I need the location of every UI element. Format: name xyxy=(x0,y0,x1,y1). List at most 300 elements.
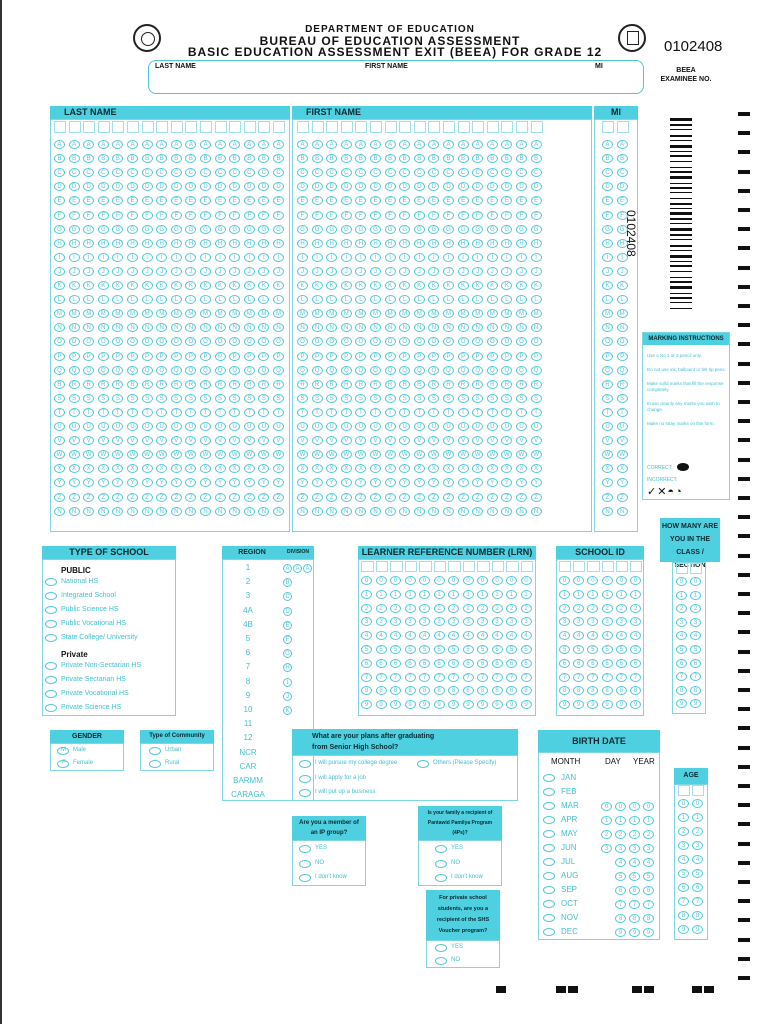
first-bubble[interactable]: G xyxy=(414,225,425,234)
lrn-bubble[interactable]: 1 xyxy=(434,590,445,599)
first-bubble[interactable]: B xyxy=(516,154,527,163)
last-bubble[interactable]: E xyxy=(54,196,65,205)
last-bubble[interactable]: P xyxy=(69,352,80,361)
last-bubble[interactable]: S xyxy=(171,394,182,403)
last-bubble[interactable]: H xyxy=(98,239,109,248)
last-bubble[interactable]: Y xyxy=(142,478,153,487)
lrn-bubble[interactable]: 4 xyxy=(506,631,517,640)
school-id-bubble[interactable]: 4 xyxy=(559,631,570,640)
last-bubble[interactable]: I xyxy=(142,253,153,262)
school-id-bubble[interactable]: 3 xyxy=(616,617,627,626)
last-bubble[interactable]: Ñ xyxy=(156,507,167,516)
first-bubble[interactable]: X xyxy=(385,464,396,473)
school-id-bubble[interactable]: 8 xyxy=(616,686,627,695)
last-bubble[interactable]: L xyxy=(69,295,80,304)
lrn-bubble[interactable]: 1 xyxy=(419,590,430,599)
last-bubble[interactable]: N xyxy=(273,323,284,332)
last-bubble[interactable]: L xyxy=(127,295,138,304)
lrn-bubble[interactable]: 9 xyxy=(463,700,474,709)
first-bubble[interactable]: Q xyxy=(531,366,542,375)
last-bubble[interactable]: J xyxy=(258,267,269,276)
school-id-bubble[interactable]: 2 xyxy=(602,604,613,613)
last-bubble[interactable]: D xyxy=(229,182,240,191)
lrn-bubble[interactable]: 1 xyxy=(376,590,387,599)
division-bubble[interactable]: E xyxy=(283,621,292,630)
birth-digit-bubble[interactable]: 5 xyxy=(629,872,640,881)
last-bubble[interactable]: W xyxy=(69,450,80,459)
last-bubble[interactable]: S xyxy=(273,394,284,403)
month-bubble[interactable] xyxy=(543,900,555,908)
last-bubble[interactable]: I xyxy=(185,253,196,262)
first-bubble[interactable]: L xyxy=(297,295,308,304)
last-bubble[interactable]: O xyxy=(215,337,226,346)
last-bubble[interactable]: E xyxy=(83,196,94,205)
lrn-bubble[interactable]: 2 xyxy=(390,604,401,613)
last-bubble[interactable]: A xyxy=(185,140,196,149)
last-bubble[interactable]: Y xyxy=(83,478,94,487)
mi-bubble[interactable]: P xyxy=(617,352,628,361)
first-bubble[interactable]: B xyxy=(428,154,439,163)
last-bubble[interactable]: O xyxy=(244,337,255,346)
first-bubble[interactable]: Y xyxy=(355,478,366,487)
first-bubble[interactable]: E xyxy=(458,196,469,205)
class-size-bubble[interactable]: 7 xyxy=(676,672,687,681)
last-bubble[interactable]: P xyxy=(127,352,138,361)
school-id-bubble[interactable]: 7 xyxy=(587,673,598,682)
first-bubble[interactable]: U xyxy=(443,422,454,431)
school-id-bubble[interactable]: 1 xyxy=(602,590,613,599)
last-bubble[interactable]: B xyxy=(142,154,153,163)
first-bubble[interactable]: O xyxy=(487,337,498,346)
first-bubble[interactable]: O xyxy=(312,337,323,346)
last-bubble[interactable]: H xyxy=(54,239,65,248)
last-write-box[interactable] xyxy=(69,121,81,133)
first-bubble[interactable]: V xyxy=(312,436,323,445)
last-bubble[interactable]: M xyxy=(69,309,80,318)
first-bubble[interactable]: B xyxy=(501,154,512,163)
last-bubble[interactable]: T xyxy=(258,408,269,417)
last-bubble[interactable]: A xyxy=(200,140,211,149)
last-bubble[interactable]: F xyxy=(273,211,284,220)
first-bubble[interactable]: R xyxy=(399,380,410,389)
last-bubble[interactable]: E xyxy=(142,196,153,205)
school-id-bubble[interactable]: 2 xyxy=(587,604,598,613)
age-bubble[interactable]: 7 xyxy=(678,897,689,906)
first-bubble[interactable]: J xyxy=(326,267,337,276)
first-bubble[interactable]: C xyxy=(443,168,454,177)
birth-digit-bubble[interactable]: 1 xyxy=(629,816,640,825)
last-bubble[interactable]: N xyxy=(200,323,211,332)
lrn-bubble[interactable]: 3 xyxy=(492,617,503,626)
last-bubble[interactable]: R xyxy=(156,380,167,389)
lrn-bubble[interactable]: 5 xyxy=(361,645,372,654)
region-option[interactable]: 10 xyxy=(243,705,253,714)
last-bubble[interactable]: S xyxy=(229,394,240,403)
last-bubble[interactable]: Z xyxy=(54,493,65,502)
first-bubble[interactable]: H xyxy=(326,239,337,248)
first-bubble[interactable]: B xyxy=(472,154,483,163)
lrn-bubble[interactable]: 2 xyxy=(361,604,372,613)
first-bubble[interactable]: Ñ xyxy=(458,507,469,516)
age-bubble[interactable]: 2 xyxy=(678,827,689,836)
name-write-box[interactable] xyxy=(148,60,644,94)
first-bubble[interactable]: Q xyxy=(487,366,498,375)
last-bubble[interactable]: T xyxy=(69,408,80,417)
last-bubble[interactable]: P xyxy=(273,352,284,361)
last-bubble[interactable]: W xyxy=(244,450,255,459)
birth-digit-bubble[interactable]: 4 xyxy=(643,858,654,867)
lrn-bubble[interactable]: 8 xyxy=(434,686,445,695)
first-bubble[interactable]: N xyxy=(370,323,381,332)
first-write-box[interactable] xyxy=(312,121,324,133)
lrn-bubble[interactable]: 7 xyxy=(521,673,532,682)
last-bubble[interactable]: F xyxy=(215,211,226,220)
last-bubble[interactable]: Y xyxy=(185,478,196,487)
last-bubble[interactable]: N xyxy=(229,323,240,332)
last-bubble[interactable]: E xyxy=(69,196,80,205)
last-bubble[interactable]: K xyxy=(171,281,182,290)
school-type-bubble[interactable] xyxy=(45,620,57,628)
last-bubble[interactable]: Q xyxy=(258,366,269,375)
school-id-bubble[interactable]: 7 xyxy=(602,673,613,682)
first-bubble[interactable]: M xyxy=(428,309,439,318)
school-id-bubble[interactable]: 9 xyxy=(573,700,584,709)
school-id-bubble[interactable]: 9 xyxy=(587,700,598,709)
last-bubble[interactable]: F xyxy=(142,211,153,220)
first-bubble[interactable]: O xyxy=(501,337,512,346)
class-size-bubble[interactable]: 7 xyxy=(690,672,701,681)
birth-digit-bubble[interactable]: 7 xyxy=(643,900,654,909)
last-bubble[interactable]: H xyxy=(215,239,226,248)
school-id-bubble[interactable]: 0 xyxy=(587,576,598,585)
school-id-write-box[interactable] xyxy=(630,561,642,572)
mi-bubble[interactable]: F xyxy=(617,211,628,220)
last-bubble[interactable]: Z xyxy=(83,493,94,502)
first-bubble[interactable]: G xyxy=(370,225,381,234)
last-bubble[interactable]: C xyxy=(273,168,284,177)
school-type-bubble[interactable] xyxy=(45,606,57,614)
first-bubble[interactable]: C xyxy=(297,168,308,177)
first-bubble[interactable]: T xyxy=(428,408,439,417)
fourps-dontknow-bubble[interactable] xyxy=(435,874,447,882)
first-bubble[interactable]: D xyxy=(458,182,469,191)
first-bubble[interactable]: E xyxy=(312,196,323,205)
last-bubble[interactable]: Z xyxy=(69,493,80,502)
first-bubble[interactable]: Ñ xyxy=(355,507,366,516)
last-bubble[interactable]: R xyxy=(112,380,123,389)
first-bubble[interactable]: U xyxy=(341,422,352,431)
last-bubble[interactable]: Z xyxy=(142,493,153,502)
last-bubble[interactable]: M xyxy=(215,309,226,318)
mi-bubble[interactable]: K xyxy=(602,281,613,290)
last-bubble[interactable]: M xyxy=(98,309,109,318)
lrn-bubble[interactable]: 0 xyxy=(361,576,372,585)
last-bubble[interactable]: Z xyxy=(98,493,109,502)
last-bubble[interactable]: J xyxy=(215,267,226,276)
school-id-bubble[interactable]: 6 xyxy=(559,659,570,668)
first-bubble[interactable]: Q xyxy=(370,366,381,375)
last-bubble[interactable]: Q xyxy=(83,366,94,375)
first-bubble[interactable]: X xyxy=(531,464,542,473)
first-bubble[interactable]: Q xyxy=(443,366,454,375)
first-bubble[interactable]: T xyxy=(341,408,352,417)
region-option[interactable]: CAR xyxy=(239,761,257,771)
last-bubble[interactable]: A xyxy=(273,140,284,149)
mi-bubble[interactable]: J xyxy=(602,267,613,276)
lrn-bubble[interactable]: 7 xyxy=(492,673,503,682)
first-bubble[interactable]: N xyxy=(428,323,439,332)
mi-bubble[interactable]: Ñ xyxy=(602,507,613,516)
lrn-bubble[interactable]: 7 xyxy=(434,673,445,682)
lrn-write-box[interactable] xyxy=(492,561,505,572)
school-type-bubble[interactable] xyxy=(45,690,57,698)
birth-digit-bubble[interactable]: 2 xyxy=(643,830,654,839)
last-bubble[interactable]: B xyxy=(54,154,65,163)
last-bubble[interactable]: V xyxy=(112,436,123,445)
last-bubble[interactable]: X xyxy=(200,464,211,473)
first-bubble[interactable]: X xyxy=(399,464,410,473)
first-bubble[interactable]: S xyxy=(487,394,498,403)
first-bubble[interactable]: G xyxy=(472,225,483,234)
last-bubble[interactable]: P xyxy=(156,352,167,361)
first-bubble[interactable]: Z xyxy=(428,493,439,502)
last-bubble[interactable]: B xyxy=(273,154,284,163)
last-bubble[interactable]: Q xyxy=(185,366,196,375)
last-bubble[interactable]: M xyxy=(185,309,196,318)
school-id-bubble[interactable]: 5 xyxy=(587,645,598,654)
first-bubble[interactable]: N xyxy=(341,323,352,332)
first-bubble[interactable]: F xyxy=(370,211,381,220)
first-bubble[interactable]: R xyxy=(341,380,352,389)
first-bubble[interactable]: V xyxy=(355,436,366,445)
birth-digit-bubble[interactable]: 1 xyxy=(643,816,654,825)
first-bubble[interactable]: K xyxy=(385,281,396,290)
first-bubble[interactable]: F xyxy=(297,211,308,220)
last-bubble[interactable]: G xyxy=(258,225,269,234)
first-bubble[interactable]: T xyxy=(531,408,542,417)
last-bubble[interactable]: X xyxy=(83,464,94,473)
lrn-bubble[interactable]: 7 xyxy=(390,673,401,682)
last-bubble[interactable]: K xyxy=(229,281,240,290)
lrn-bubble[interactable]: 0 xyxy=(434,576,445,585)
first-bubble[interactable]: G xyxy=(341,225,352,234)
last-bubble[interactable]: U xyxy=(171,422,182,431)
first-bubble[interactable]: W xyxy=(297,450,308,459)
last-bubble[interactable]: T xyxy=(142,408,153,417)
last-bubble[interactable]: D xyxy=(142,182,153,191)
school-id-bubble[interactable]: 6 xyxy=(602,659,613,668)
first-bubble[interactable]: T xyxy=(501,408,512,417)
first-bubble[interactable]: B xyxy=(399,154,410,163)
first-bubble[interactable]: N xyxy=(414,323,425,332)
ip-dontknow-bubble[interactable] xyxy=(299,874,311,882)
last-bubble[interactable]: M xyxy=(229,309,240,318)
last-write-box[interactable] xyxy=(127,121,139,133)
first-bubble[interactable]: O xyxy=(443,337,454,346)
region-option[interactable]: 4B xyxy=(243,619,253,629)
first-bubble[interactable]: V xyxy=(472,436,483,445)
first-bubble[interactable]: Ñ xyxy=(297,507,308,516)
first-bubble[interactable]: A xyxy=(312,140,323,149)
last-bubble[interactable]: Q xyxy=(54,366,65,375)
community-urban-bubble[interactable] xyxy=(149,747,161,755)
lrn-bubble[interactable]: 5 xyxy=(492,645,503,654)
lrn-bubble[interactable]: 6 xyxy=(390,659,401,668)
lrn-write-box[interactable] xyxy=(463,561,476,572)
last-bubble[interactable]: E xyxy=(273,196,284,205)
birth-digit-bubble[interactable]: 0 xyxy=(615,802,626,811)
first-bubble[interactable]: Z xyxy=(355,493,366,502)
lrn-bubble[interactable]: 3 xyxy=(448,617,459,626)
mi-bubble[interactable]: I xyxy=(617,253,628,262)
first-bubble[interactable]: H xyxy=(443,239,454,248)
first-bubble[interactable]: S xyxy=(501,394,512,403)
last-bubble[interactable]: H xyxy=(142,239,153,248)
birth-digit-bubble[interactable]: 0 xyxy=(629,802,640,811)
last-bubble[interactable]: G xyxy=(127,225,138,234)
first-bubble[interactable]: J xyxy=(297,267,308,276)
last-bubble[interactable]: M xyxy=(273,309,284,318)
last-bubble[interactable]: P xyxy=(112,352,123,361)
birth-digit-bubble[interactable]: 9 xyxy=(643,928,654,937)
last-bubble[interactable]: C xyxy=(171,168,182,177)
first-bubble[interactable]: M xyxy=(326,309,337,318)
last-bubble[interactable]: S xyxy=(185,394,196,403)
class-size-bubble[interactable]: 0 xyxy=(676,577,687,586)
first-bubble[interactable]: E xyxy=(443,196,454,205)
class-size-bubble[interactable]: 5 xyxy=(690,645,701,654)
last-bubble[interactable]: A xyxy=(156,140,167,149)
last-bubble[interactable]: C xyxy=(142,168,153,177)
last-bubble[interactable]: W xyxy=(185,450,196,459)
first-bubble[interactable]: Q xyxy=(399,366,410,375)
first-bubble[interactable]: G xyxy=(531,225,542,234)
last-bubble[interactable]: F xyxy=(244,211,255,220)
first-bubble[interactable]: Ñ xyxy=(312,507,323,516)
first-bubble[interactable]: L xyxy=(501,295,512,304)
first-bubble[interactable]: G xyxy=(428,225,439,234)
first-bubble[interactable]: S xyxy=(399,394,410,403)
lrn-bubble[interactable]: 5 xyxy=(463,645,474,654)
last-bubble[interactable]: D xyxy=(98,182,109,191)
first-bubble[interactable]: L xyxy=(370,295,381,304)
last-bubble[interactable]: Ñ xyxy=(200,507,211,516)
first-bubble[interactable]: D xyxy=(385,182,396,191)
first-bubble[interactable]: C xyxy=(458,168,469,177)
last-bubble[interactable]: Q xyxy=(127,366,138,375)
last-bubble[interactable]: K xyxy=(215,281,226,290)
first-bubble[interactable]: I xyxy=(443,253,454,262)
first-bubble[interactable]: O xyxy=(326,337,337,346)
last-bubble[interactable]: L xyxy=(112,295,123,304)
first-bubble[interactable]: Z xyxy=(414,493,425,502)
last-bubble[interactable]: I xyxy=(215,253,226,262)
last-bubble[interactable]: W xyxy=(156,450,167,459)
first-bubble[interactable]: B xyxy=(385,154,396,163)
school-type-bubble[interactable] xyxy=(45,676,57,684)
first-bubble[interactable]: J xyxy=(531,267,542,276)
first-bubble[interactable]: P xyxy=(355,352,366,361)
class-size-bubble[interactable]: 5 xyxy=(676,645,687,654)
first-bubble[interactable]: E xyxy=(341,196,352,205)
first-bubble[interactable]: F xyxy=(443,211,454,220)
last-bubble[interactable]: L xyxy=(229,295,240,304)
last-bubble[interactable]: H xyxy=(69,239,80,248)
last-bubble[interactable]: Ñ xyxy=(244,507,255,516)
mi-bubble[interactable]: L xyxy=(602,295,613,304)
first-bubble[interactable]: Ñ xyxy=(487,507,498,516)
last-bubble[interactable]: B xyxy=(185,154,196,163)
division-bubble[interactable]: B xyxy=(283,578,292,587)
first-bubble[interactable]: Ñ xyxy=(531,507,542,516)
lrn-bubble[interactable]: 1 xyxy=(390,590,401,599)
school-id-bubble[interactable]: 5 xyxy=(573,645,584,654)
first-bubble[interactable]: T xyxy=(370,408,381,417)
first-write-box[interactable] xyxy=(370,121,382,133)
last-bubble[interactable]: Y xyxy=(229,478,240,487)
class-size-bubble[interactable]: 2 xyxy=(690,604,701,613)
last-bubble[interactable]: Ñ xyxy=(273,507,284,516)
first-bubble[interactable]: N xyxy=(531,323,542,332)
first-bubble[interactable]: U xyxy=(312,422,323,431)
last-bubble[interactable]: V xyxy=(185,436,196,445)
last-bubble[interactable]: O xyxy=(69,337,80,346)
last-bubble[interactable]: E xyxy=(185,196,196,205)
first-bubble[interactable]: Y xyxy=(458,478,469,487)
lrn-bubble[interactable]: 2 xyxy=(506,604,517,613)
lrn-bubble[interactable]: 1 xyxy=(492,590,503,599)
lrn-bubble[interactable]: 1 xyxy=(521,590,532,599)
lrn-bubble[interactable]: 0 xyxy=(419,576,430,585)
last-bubble[interactable]: H xyxy=(273,239,284,248)
last-bubble[interactable]: M xyxy=(244,309,255,318)
first-write-box[interactable] xyxy=(341,121,353,133)
first-bubble[interactable]: B xyxy=(531,154,542,163)
first-bubble[interactable]: T xyxy=(297,408,308,417)
age-bubble[interactable]: 1 xyxy=(678,813,689,822)
last-bubble[interactable]: C xyxy=(229,168,240,177)
last-bubble[interactable]: C xyxy=(112,168,123,177)
first-bubble[interactable]: D xyxy=(501,182,512,191)
region-option[interactable]: 9 xyxy=(245,690,251,700)
division-bubble[interactable]: A xyxy=(283,564,292,573)
last-bubble[interactable]: S xyxy=(244,394,255,403)
first-bubble[interactable]: Y xyxy=(370,478,381,487)
first-bubble[interactable]: C xyxy=(326,168,337,177)
region-option[interactable]: 5 xyxy=(245,634,251,643)
age-bubble[interactable]: 8 xyxy=(678,911,689,920)
first-bubble[interactable]: F xyxy=(428,211,439,220)
last-write-box[interactable] xyxy=(156,121,168,133)
last-bubble[interactable]: T xyxy=(83,408,94,417)
lrn-bubble[interactable]: 9 xyxy=(477,700,488,709)
first-bubble[interactable]: N xyxy=(355,323,366,332)
last-bubble[interactable]: Ñ xyxy=(142,507,153,516)
region-option[interactable]: 6 xyxy=(245,648,251,658)
last-bubble[interactable]: A xyxy=(244,140,255,149)
first-bubble[interactable]: P xyxy=(312,352,323,361)
last-write-box[interactable] xyxy=(273,121,285,133)
lrn-bubble[interactable]: 3 xyxy=(390,617,401,626)
lrn-bubble[interactable]: 5 xyxy=(390,645,401,654)
first-bubble[interactable]: E xyxy=(370,196,381,205)
last-bubble[interactable]: V xyxy=(98,436,109,445)
last-bubble[interactable]: J xyxy=(112,267,123,276)
first-bubble[interactable]: J xyxy=(516,267,527,276)
last-bubble[interactable]: A xyxy=(142,140,153,149)
last-bubble[interactable]: D xyxy=(156,182,167,191)
last-bubble[interactable]: V xyxy=(244,436,255,445)
